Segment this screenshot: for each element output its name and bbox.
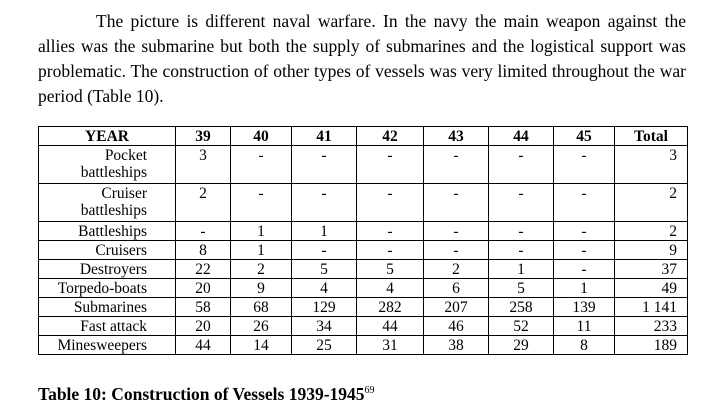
header-1944: 44: [489, 127, 554, 146]
year-cell: -: [554, 146, 615, 184]
year-cell: -: [489, 184, 554, 222]
year-cell: 5: [489, 279, 554, 298]
year-cell: 38: [424, 336, 489, 355]
year-cell: 1: [231, 222, 292, 241]
year-cell: 11: [554, 317, 615, 336]
row-label: Destroyers: [39, 260, 176, 279]
year-cell: -: [292, 241, 357, 260]
year-cell: 20: [176, 279, 231, 298]
year-cell: 25: [292, 336, 357, 355]
total-cell: 37: [615, 260, 688, 279]
year-cell: -: [554, 241, 615, 260]
total-cell: 189: [615, 336, 688, 355]
table-row: [39, 241, 688, 260]
header-1939: 39: [176, 127, 231, 146]
year-cell: -: [292, 184, 357, 222]
total-cell: 2: [615, 222, 688, 241]
year-cell: -: [424, 241, 489, 260]
row-label: Cruisers: [39, 241, 176, 260]
year-cell: -: [357, 222, 424, 241]
year-cell: -: [489, 146, 554, 184]
total-cell: 2: [615, 184, 688, 222]
year-cell: 258: [489, 298, 554, 317]
year-cell: 9: [231, 279, 292, 298]
year-cell: -: [489, 222, 554, 241]
year-cell: 1: [489, 260, 554, 279]
year-cell: 282: [357, 298, 424, 317]
table-header-row: [39, 127, 688, 146]
body-paragraph: The picture is different naval warfare. In the navy the main weapon against the allies was the submarine but both the supply of submarines and the logistical support was problematic. The construction of other types of vessels was very limited throughout the war period (Table 10).: [38, 11, 686, 106]
row-label: Fast attack: [39, 317, 176, 336]
year-cell: -: [424, 146, 489, 184]
row-label: Submarines: [39, 298, 176, 317]
year-cell: 4: [292, 279, 357, 298]
year-cell: 68: [231, 298, 292, 317]
year-cell: -: [554, 222, 615, 241]
year-cell: 6: [424, 279, 489, 298]
header-1941: 41: [292, 127, 357, 146]
year-cell: 58: [176, 298, 231, 317]
year-cell: -: [424, 184, 489, 222]
year-cell: 20: [176, 317, 231, 336]
table-row: [39, 298, 688, 317]
table-body: [39, 146, 688, 355]
year-cell: 34: [292, 317, 357, 336]
year-cell: -: [231, 146, 292, 184]
year-cell: -: [231, 184, 292, 222]
year-cell: 8: [554, 336, 615, 355]
year-cell: -: [357, 184, 424, 222]
year-cell: 139: [554, 298, 615, 317]
year-cell: 3: [176, 146, 231, 184]
header-year: YEAR: [39, 127, 176, 146]
year-cell: 5: [292, 260, 357, 279]
year-cell: -: [424, 222, 489, 241]
year-cell: 31: [357, 336, 424, 355]
year-cell: 1: [231, 241, 292, 260]
year-cell: -: [554, 260, 615, 279]
year-cell: 1: [554, 279, 615, 298]
year-cell: 207: [424, 298, 489, 317]
total-cell: 49: [615, 279, 688, 298]
year-cell: 2: [231, 260, 292, 279]
year-cell: 4: [357, 279, 424, 298]
total-cell: 3: [615, 146, 688, 184]
year-cell: 46: [424, 317, 489, 336]
year-cell: 26: [231, 317, 292, 336]
table-row: [39, 260, 688, 279]
year-cell: 5: [357, 260, 424, 279]
year-cell: 29: [489, 336, 554, 355]
year-cell: 2: [424, 260, 489, 279]
total-cell: 1 141: [615, 298, 688, 317]
year-cell: 129: [292, 298, 357, 317]
header-1943: 43: [424, 127, 489, 146]
table-row: [39, 222, 688, 241]
year-cell: 14: [231, 336, 292, 355]
total-cell: 233: [615, 317, 688, 336]
table-row: [39, 279, 688, 298]
year-cell: 52: [489, 317, 554, 336]
year-cell: 2: [176, 184, 231, 222]
row-label: Minesweepers: [39, 336, 176, 355]
table-row: [39, 336, 688, 355]
row-label: Cruiser battleships: [39, 184, 176, 222]
vessel-construction-table: [38, 126, 688, 355]
year-cell: -: [554, 184, 615, 222]
row-label: Pocket battleships: [39, 146, 176, 184]
row-label: Battleships: [39, 222, 176, 241]
header-1945: 45: [554, 127, 615, 146]
footnote-marker: 69: [364, 385, 375, 396]
year-cell: -: [357, 146, 424, 184]
year-cell: 44: [176, 336, 231, 355]
year-cell: 1: [292, 222, 357, 241]
table-row: [39, 317, 688, 336]
year-cell: 44: [357, 317, 424, 336]
header-1940: 40: [231, 127, 292, 146]
caption-text: Table 10: Construction of Vessels 1939-1945: [38, 384, 365, 404]
year-cell: 8: [176, 241, 231, 260]
header-total: Total: [615, 127, 688, 146]
table-row: [39, 184, 688, 222]
header-1942: 42: [357, 127, 424, 146]
year-cell: 22: [176, 260, 231, 279]
table-row: [39, 146, 688, 184]
year-cell: -: [176, 222, 231, 241]
total-cell: 9: [615, 241, 688, 260]
table-caption: [38, 384, 375, 405]
row-label: Torpedo-boats: [39, 279, 176, 298]
year-cell: -: [292, 146, 357, 184]
year-cell: -: [489, 241, 554, 260]
year-cell: -: [357, 241, 424, 260]
